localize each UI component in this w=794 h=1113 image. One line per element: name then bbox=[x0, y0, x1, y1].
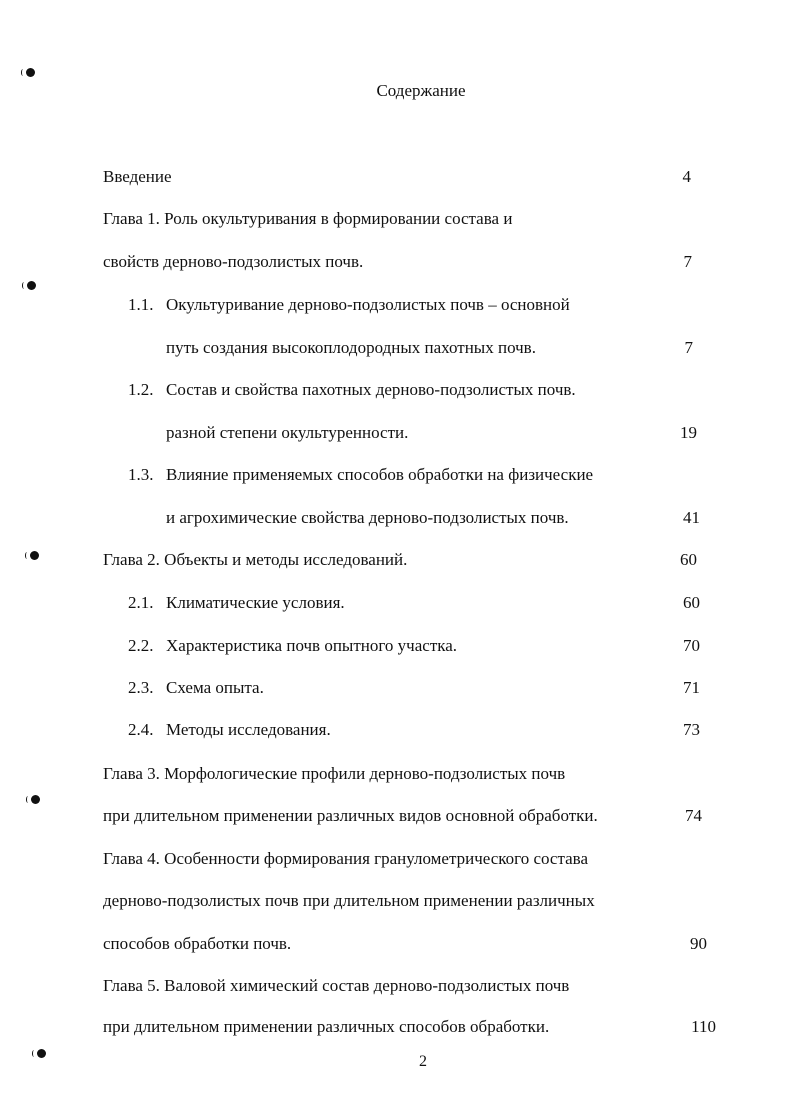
toc-page-ch5: 110 bbox=[691, 1017, 716, 1036]
toc-page-ch3: 74 bbox=[685, 806, 702, 825]
punch-hole-mark bbox=[26, 68, 35, 77]
toc-label-ch4: Глава 4. Особенности формирования гранулометрического состава bbox=[103, 849, 589, 868]
toc-num-2-4: 2.4. bbox=[128, 720, 154, 739]
toc-page-2-4: 73 bbox=[683, 720, 700, 739]
toc-num-2-3: 2.3. bbox=[128, 678, 154, 697]
toc-page-1-1: 7 bbox=[684, 338, 693, 357]
toc-num-1-2: 1.2. bbox=[128, 380, 154, 399]
toc-num-1-3: 1.3. bbox=[128, 465, 154, 484]
toc-label-2-3: Схема опыта. bbox=[166, 678, 264, 697]
toc-label-ch1-cont: свойств дерново-подзолистых почв. bbox=[103, 252, 364, 271]
toc-page-intro: 4 bbox=[682, 167, 691, 186]
toc-label-1-2-cont: разной степени окультуренности. bbox=[166, 423, 409, 442]
toc-label-ch4-cont2: способов обработки почв. bbox=[103, 934, 292, 953]
toc-page-ch1: 7 bbox=[683, 252, 692, 271]
toc-page-2-3: 71 bbox=[683, 678, 700, 697]
toc-num-1-1: 1.1. bbox=[128, 295, 154, 314]
page-title: Содержание bbox=[376, 81, 466, 100]
toc-label-ch1: Глава 1. Роль окультуривания в формировании состава и bbox=[103, 209, 513, 228]
toc-label-2-4: Методы исследования. bbox=[166, 720, 331, 739]
toc-num-2-2: 2.2. bbox=[128, 636, 154, 655]
toc-page-2-2: 70 bbox=[683, 636, 700, 655]
toc-label-1-1: Окультуривание дерново-подзолистых почв – основной bbox=[166, 295, 570, 314]
toc-page-ch4: 90 bbox=[690, 934, 707, 953]
toc-label-ch2: Глава 2. Объекты и методы исследований. bbox=[103, 550, 408, 569]
toc-label-1-3-cont: и агрохимические свойства дерново-подзолистых почв. bbox=[166, 508, 569, 527]
toc-label-ch5-cont: при длительном применении различных способов обработки. bbox=[103, 1017, 550, 1036]
toc-label-1-2: Состав и свойства пахотных дерново-подзолистых почв. bbox=[166, 380, 576, 399]
toc-label-ch3: Глава 3. Морфологические профили дерново-подзолистых почв bbox=[103, 764, 566, 783]
punch-hole-mark bbox=[30, 551, 39, 560]
punch-hole-mark bbox=[27, 281, 36, 290]
toc-label-ch4-cont: дерново-подзолистых почв при длительном применении различных bbox=[103, 891, 595, 910]
toc-label-ch5: Глава 5. Валовой химический состав дерново-подзолистых почв bbox=[103, 976, 570, 995]
toc-page-1-3: 41 bbox=[683, 508, 700, 527]
page-number: 2 bbox=[419, 1053, 427, 1070]
toc-page-1-2: 19 bbox=[680, 423, 697, 442]
punch-hole-mark bbox=[37, 1049, 46, 1058]
toc-label-2-1: Климатические условия. bbox=[166, 593, 345, 612]
toc-page-ch2: 60 bbox=[680, 550, 697, 569]
toc-label-2-2: Характеристика почв опытного участка. bbox=[166, 636, 458, 655]
punch-hole-mark bbox=[31, 795, 40, 804]
toc-page-2-1: 60 bbox=[683, 593, 700, 612]
toc-num-2-1: 2.1. bbox=[128, 593, 154, 612]
toc-label-ch3-cont: при длительном применении различных видов основной обработки. bbox=[103, 806, 598, 825]
toc-label-1-1-cont: путь создания высокоплодородных пахотных почв. bbox=[166, 338, 536, 357]
toc-label-intro: Введение bbox=[103, 167, 172, 186]
toc-label-1-3: Влияние применяемых способов обработки на физические bbox=[166, 465, 594, 484]
